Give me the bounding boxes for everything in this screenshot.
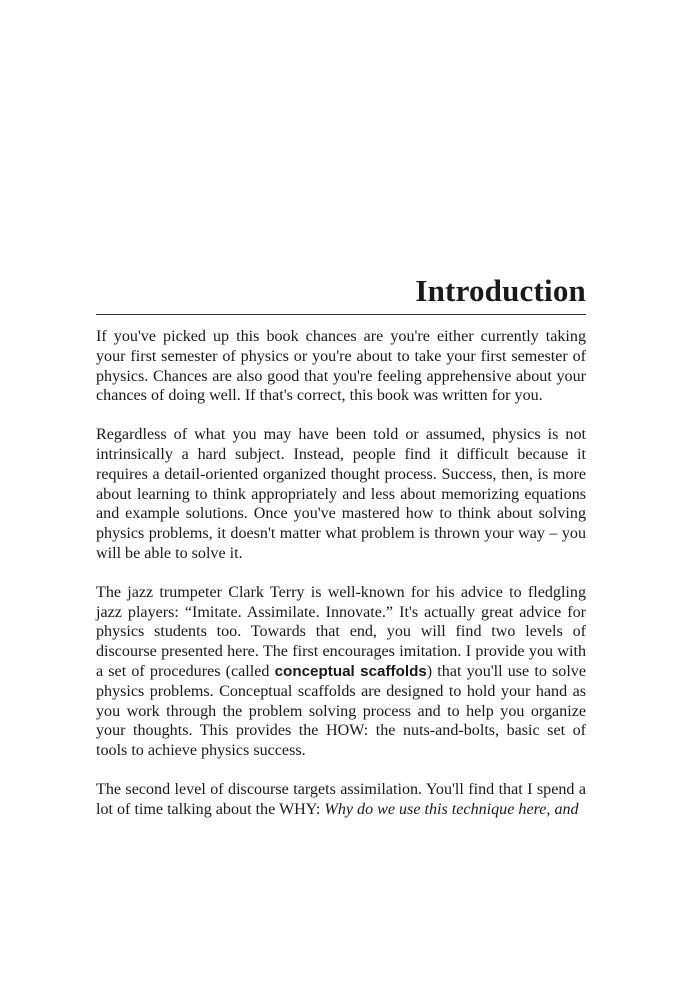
paragraph-3 [96,583,586,761]
paragraph-3-text-before: The jazz trumpeter Clark Terry is well-known for his advice to fledgling jazz players: “Imitate. Assimilate. Innovate.” It's actually great advice for physics students too. Towards that end, you will find two levels of discourse presented here. The first encourages imitation. I provide you with a set of procedures (called [96,583,586,680]
title-rule [96,314,586,315]
paragraph-4 [96,780,586,820]
page-content [96,272,586,839]
paragraph-4-italic-question: Why do we use this technique here, and [324,800,579,818]
paragraph-1: If you've picked up this book chances are you're either currently taking your first semester of physics or you're about to take your first semester of physics. Chances are also good that you're feeling apprehensive about your chances of doing well. If that's correct, this book was written for you. [96,328,586,405]
paragraph-2: Regardless of what you may have been told or assumed, physics is not intrinsically a hard subject. Instead, people find it difficult because it requires a detail-oriented organized thought process. Success, then, is more about learning to think appropriately and less about memorizing equations and example solutions. Once you've mastered how to think about solving physics problems, it doesn't matter what problem is thrown your way – you will be able to solve it. [96,426,586,562]
term-conceptual-scaffolds: conceptual scaffolds [274,662,427,680]
paragraph-4-text-before: The second level of discourse targets assimilation. You'll find that I spend a lot of time talking about the WHY: [96,780,586,818]
chapter-title: Introduction [415,273,586,308]
paragraph-3-text-after: ) that you'll use to solve physics problems. Conceptual scaffolds are designed to hold your hand as you work through the problem solving process and to help you organize your thoughts. This provides the HOW: the nuts-and-bolts, basic set of tools to achieve physics success. [96,662,586,760]
